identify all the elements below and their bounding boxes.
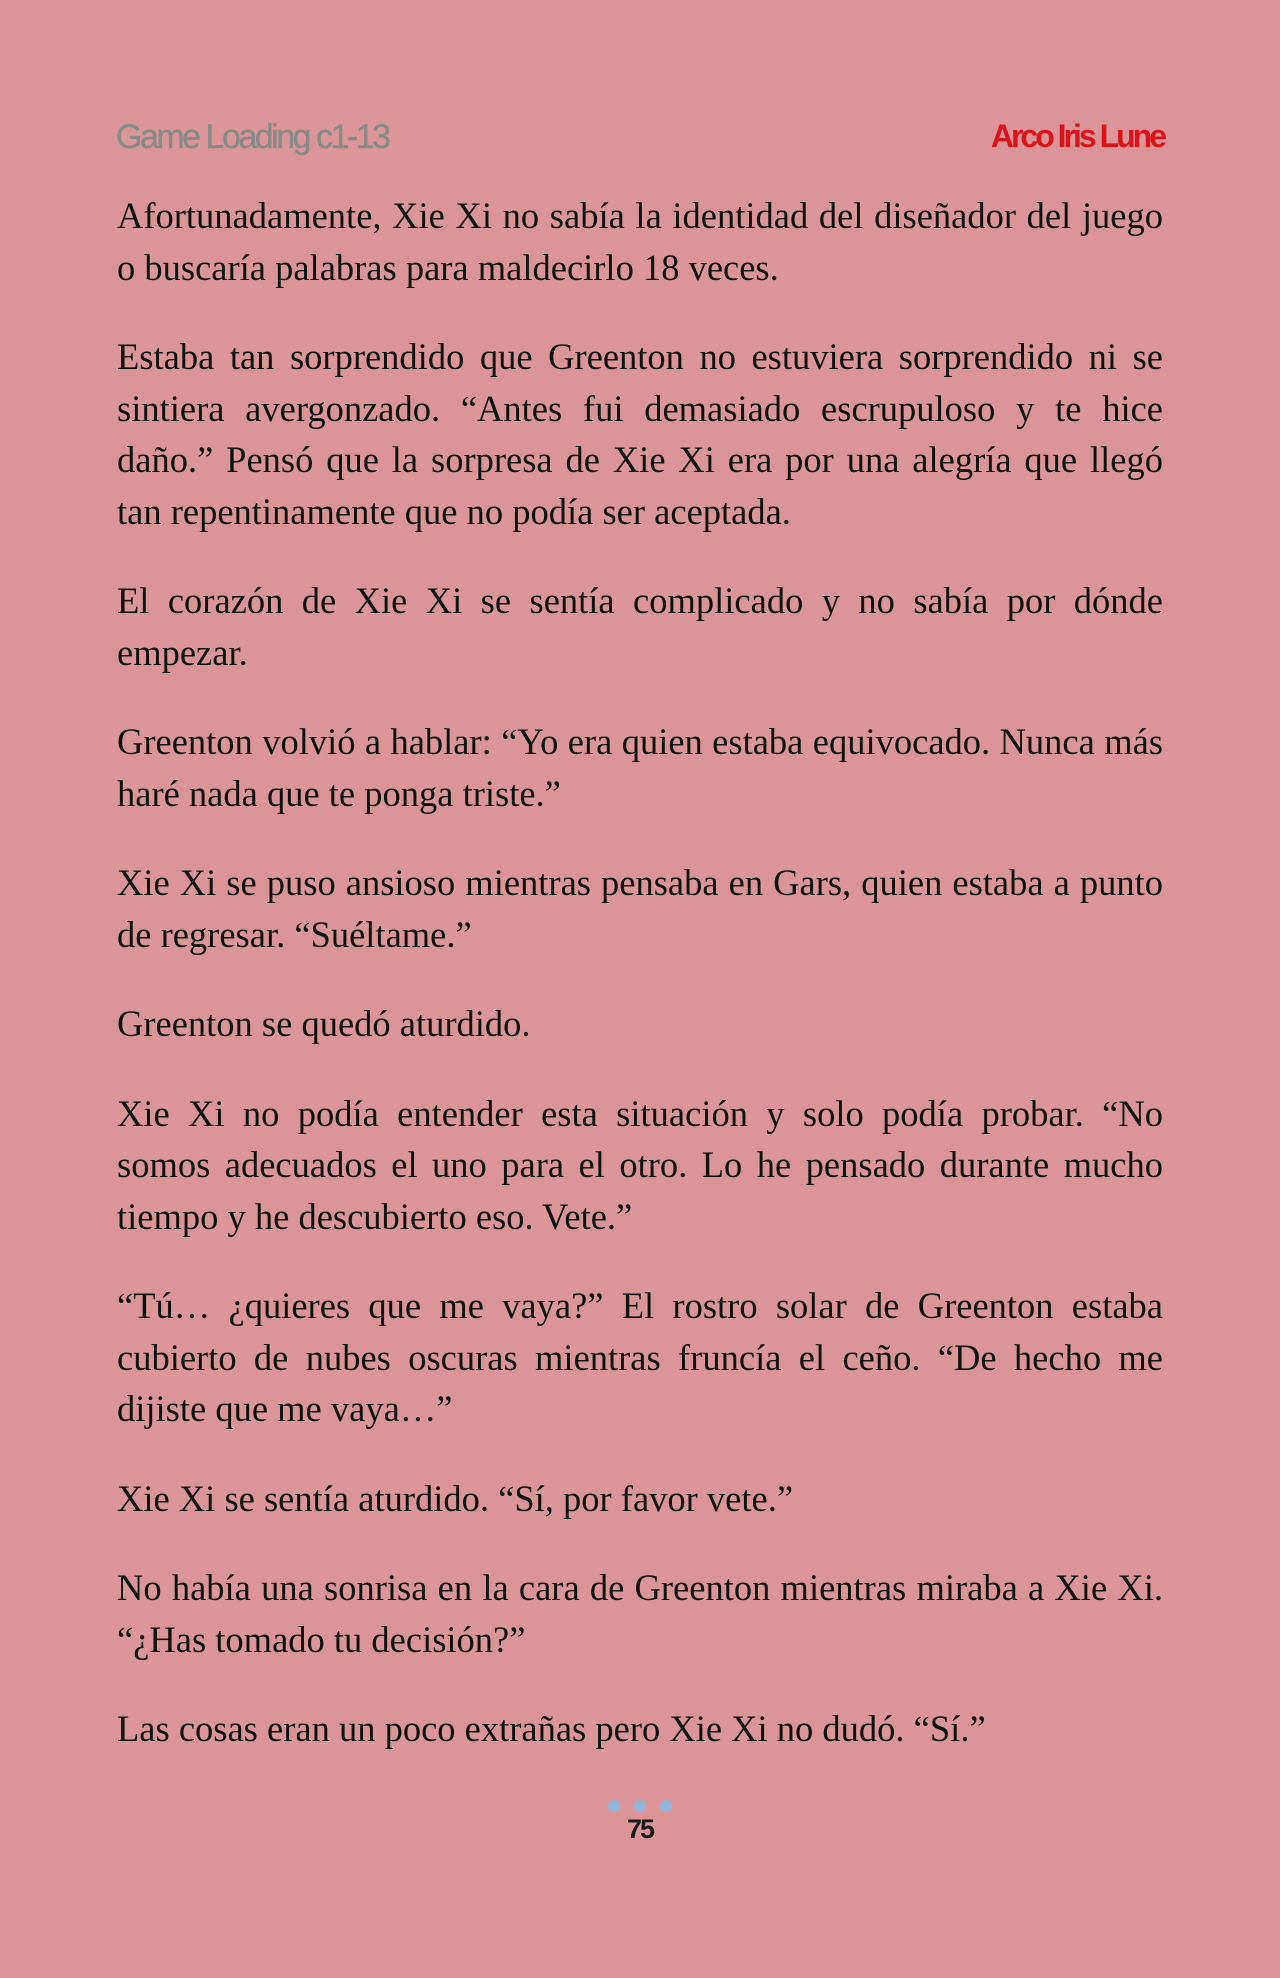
dot-icon [608,1800,620,1812]
paragraph: El corazón de Xie Xi se sentía complicado y no sabía por dónde empezar. [117,580,1163,673]
dot-icon [660,1800,672,1812]
paragraph: Las cosas eran un poco extrañas pero Xie Xi no dudó. “Sí.” [117,1708,986,1749]
paragraph: Xie Xi se sentía aturdido. “Sí, por favor vete.” [117,1477,794,1519]
dot-icon [634,1800,646,1812]
paragraph: “Tú… ¿quieres que me vaya?” El rostro solar de Greenton estaba cubierto de nubes oscuras mientras fruncía el ceño. “De hecho me dijiste que me vaya…” [117,1285,1163,1429]
paragraph: Xie Xi no podía entender esta situación y solo podía probar. “No somos adecuados el uno para el otro. Lo he pensado durante mucho tiempo y he descubierto eso. Vete.” [117,1092,1163,1237]
paragraph: Estaba tan sorprendido que Greenton no estuviera sorprendido ni se sintiera avergonzado. “Antes fui demasiado escrupuloso y te hice daño.” Pensó que la sorpresa de Xie Xi era por una alegría que llegó tan repentinamente que no podía ser aceptada. [117,336,1163,532]
paragraph: Greenton volvió a hablar: “Yo era quien estaba equivocado. Nunca más haré nada que te ponga triste.” [117,721,1163,814]
page-number: 75 [626,1814,654,1844]
paragraph: No había una sonrisa en la cara de Greenton mientras miraba a Xie Xi. “¿Has tomado tu decisión?” [117,1567,1163,1660]
page-footer [0,1800,1280,1845]
page-header [116,118,1164,164]
page-body [117,190,1163,1793]
book-title: Game Loading c1-13 [116,118,389,156]
translator-name: Arco Iris Lune [990,118,1164,154]
decorative-dots [0,1800,1280,1812]
paragraph: Greenton se quedó aturdido. [117,1003,531,1044]
paragraph: Afortunadamente, Xie Xi no sabía la identidad del diseñador del juego o buscaría palabras para maldecirlo 18 veces. [117,195,1163,288]
paragraph: Xie Xi se puso ansioso mientras pensaba en Gars, quien estaba a punto de regresar. “Suéltame.” [117,862,1163,955]
